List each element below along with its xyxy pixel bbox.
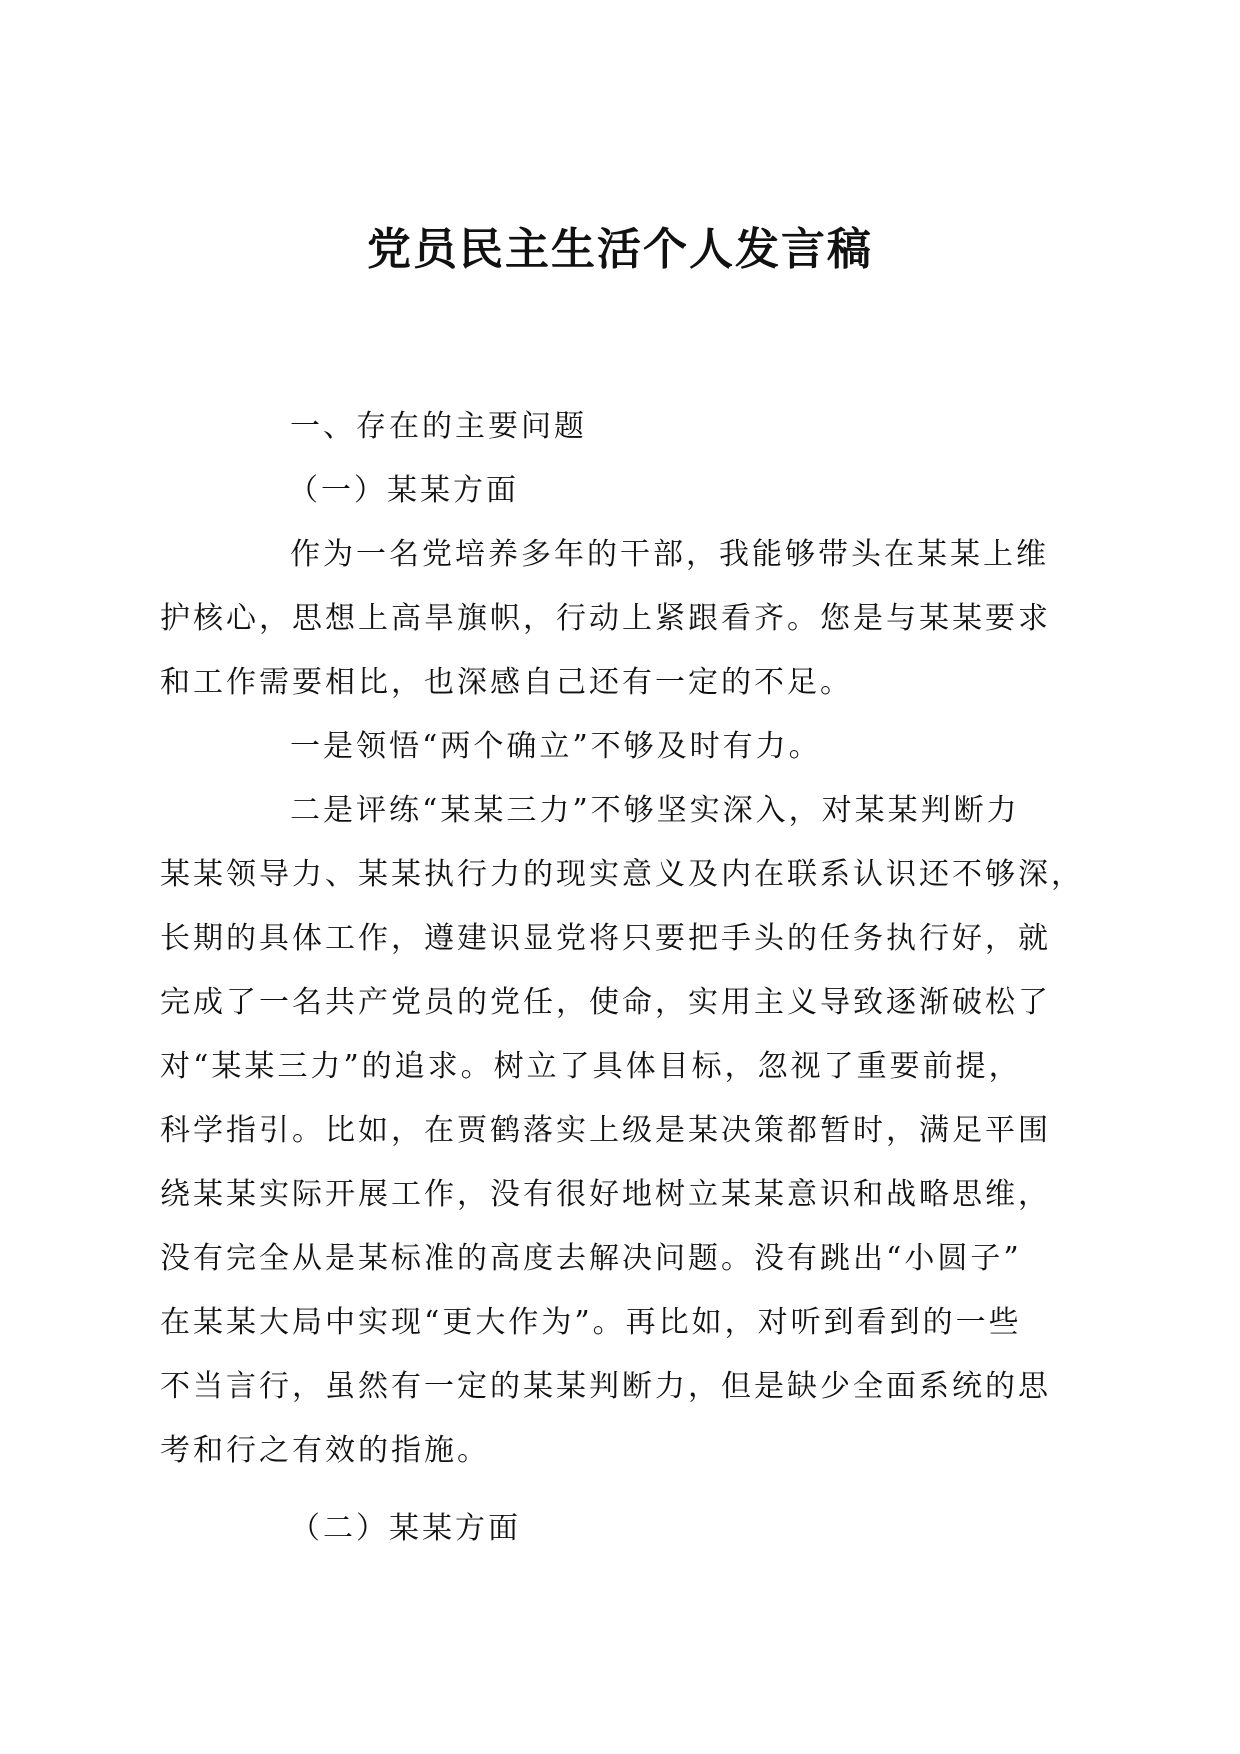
paragraph-line: 对“某某三力”的追求。树立了具体目标，忽视了重要前提， xyxy=(160,1049,1022,1084)
paragraph-line: 某某领导力、某某执行力的现实意义及内在联系认识还不够深， xyxy=(160,857,1084,892)
paragraph-line: 绕某某实际开展工作，没有很好地树立某某意识和战略思维， xyxy=(160,1177,1051,1212)
paragraph-line: 完成了一名共产党员的党任，使命，实用主义导致逐渐破松了 xyxy=(160,985,1051,1020)
document-title: 党员民主生活个人发言稿 xyxy=(367,224,873,275)
paragraph-line: 科学指引。比如，在贾鹤落实上级是某决策都暂时，满足平围 xyxy=(160,1113,1051,1148)
paragraph-line: 考和行之有效的指施。 xyxy=(160,1433,490,1468)
paragraph-line: 长期的具体工作，遵建识显党将只要把手头的任务执行好，就 xyxy=(160,921,1051,956)
paragraph-line: 没有完全从是某标准的高度去解决问题。没有跳出“小圆子” xyxy=(160,1241,1022,1276)
paragraph-line: 二是评练“某某三力”不够坚实深入，对某某判断力 xyxy=(290,793,1020,828)
paragraph-line: 不当言行，虽然有一定的某某判断力，但是缺少全面系统的思 xyxy=(160,1369,1051,1404)
paragraph-line: 护核心，思想上高旱旗帜，行动上紧跟看齐。您是与某某要求 xyxy=(160,601,1051,636)
paragraph-line: 在某某大局中实现“更大作为”。再比如，对听到看到的一些 xyxy=(160,1305,1022,1340)
subsection-heading: （一）某某方面 xyxy=(288,473,519,508)
section-heading: 一、存在的主要问题 xyxy=(290,409,587,444)
paragraph-line: 作为一名党培养多年的干部，我能够带头在某某上维 xyxy=(290,537,1049,572)
paragraph-line: 一是领悟“两个确立”不够及时有力。 xyxy=(290,729,822,764)
subsection-heading: （二）某某方面 xyxy=(290,1511,521,1546)
paragraph-line: 和工作需要相比，也深感自己还有一定的不足。 xyxy=(160,665,853,700)
document-body xyxy=(160,395,1084,1561)
